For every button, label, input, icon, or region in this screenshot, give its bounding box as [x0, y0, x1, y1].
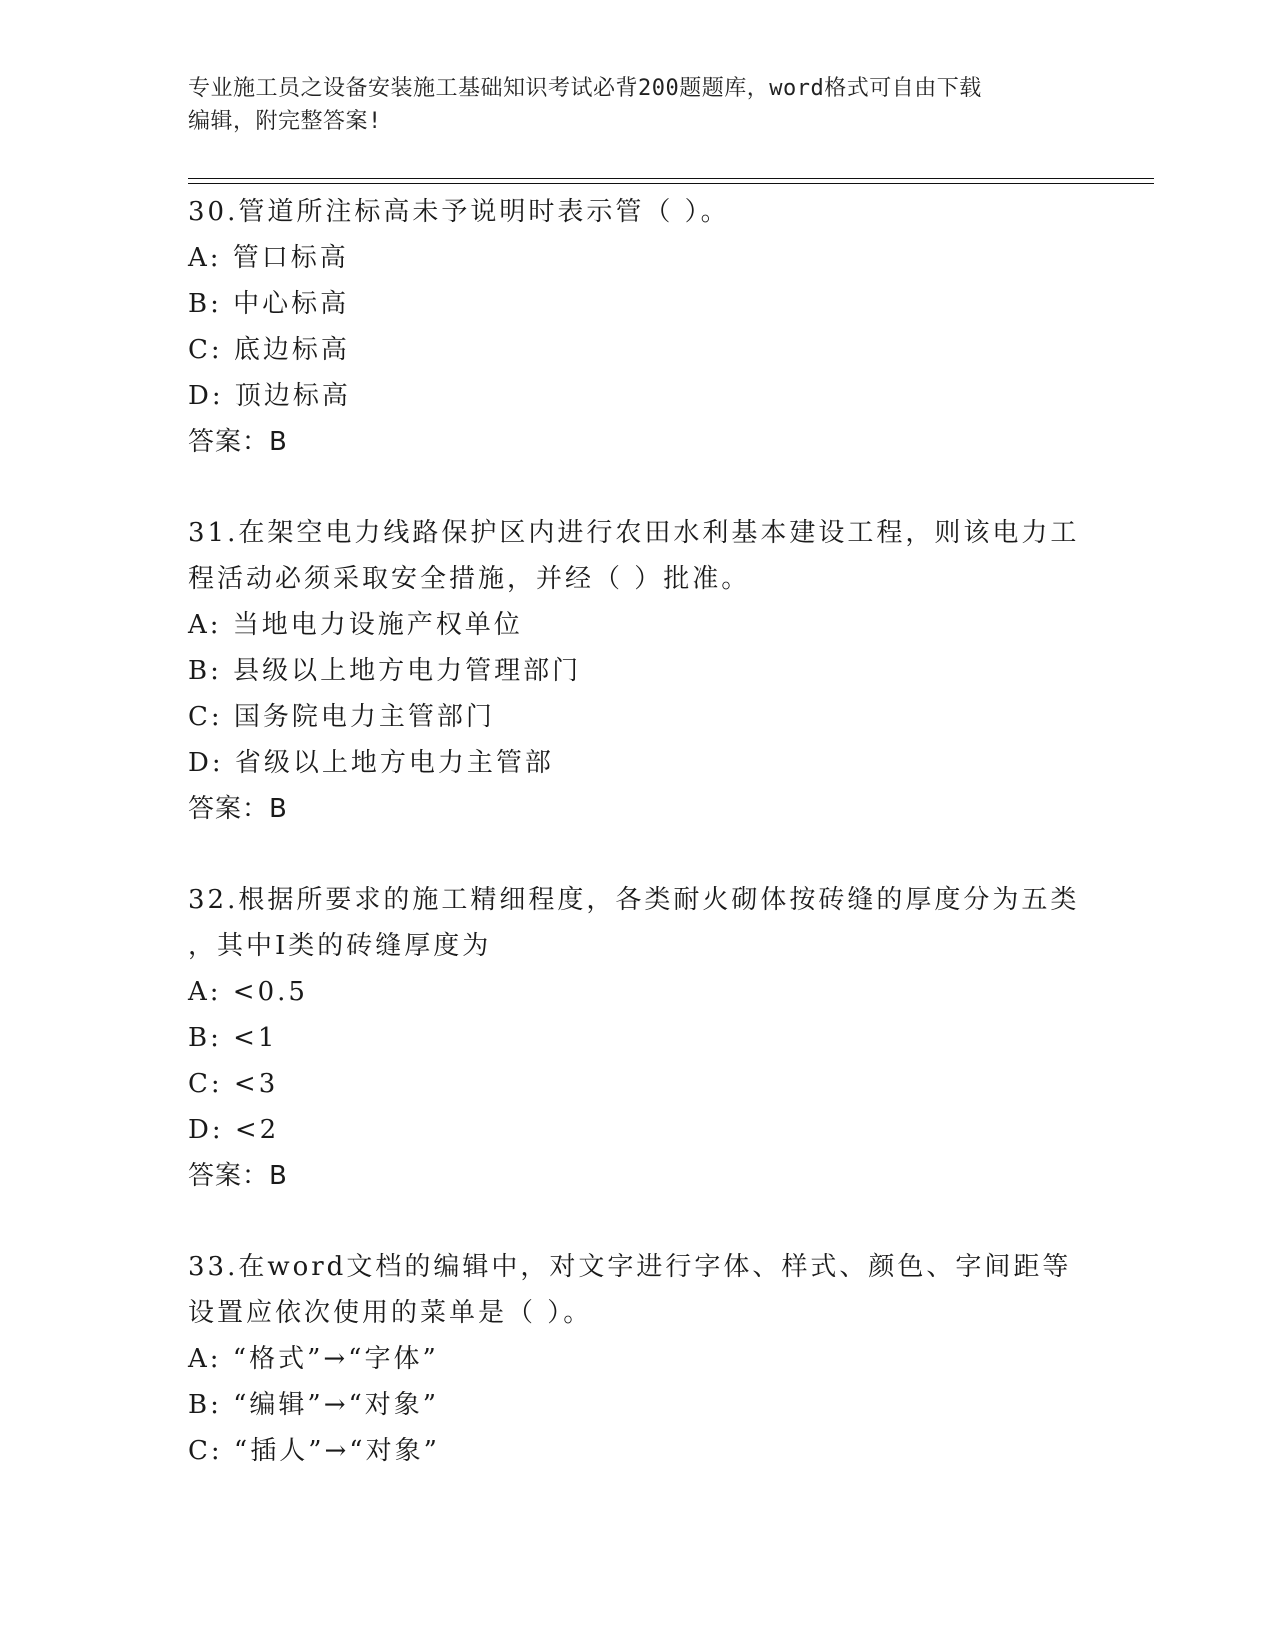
option-d: D: 省级以上地方电力主管部 — [188, 748, 554, 778]
question-32 — [188, 877, 1108, 1199]
option-d: D: 顶边标高 — [188, 381, 351, 411]
question-stem-continued: ，其中Ⅰ类的砖缝厚度为 — [188, 931, 492, 961]
question-spacer — [188, 465, 1108, 510]
option-d: D: <2 — [188, 1115, 280, 1145]
question-33 — [188, 1244, 1108, 1474]
option-c: C: 国务院电力主管部门 — [188, 702, 495, 732]
option-b: B: 中心标高 — [188, 289, 350, 319]
answer-line: 答案：B — [188, 1161, 288, 1191]
option-b: B: 县级以上地方电力管理部门 — [188, 656, 582, 686]
question-stem-continued: 设置应依次使用的菜单是（ ）。 — [188, 1298, 593, 1328]
header-line-2: 编辑，附完整答案! — [188, 109, 382, 134]
option-a: A: <0.5 — [188, 977, 308, 1007]
option-a: A: 当地电力设施产权单位 — [188, 610, 523, 640]
document-header — [188, 72, 1088, 138]
question-stem: 33.在word文档的编辑中，对文字进行字体、样式、颜色、字间距等 — [188, 1252, 1072, 1282]
question-spacer — [188, 832, 1108, 877]
option-a: A: 管口标高 — [188, 243, 349, 273]
option-c: C: <3 — [188, 1069, 279, 1099]
question-spacer — [188, 1199, 1108, 1244]
question-stem: 30.管道所注标高未予说明时表示管（ ）。 — [188, 197, 730, 227]
question-31 — [188, 510, 1108, 832]
header-divider-bottom — [188, 183, 1154, 184]
answer-line: 答案：B — [188, 427, 288, 457]
answer-line: 答案：B — [188, 794, 288, 824]
question-stem: 31.在架空电力线路保护区内进行农田水利基本建设工程，则该电力工 — [188, 518, 1080, 548]
question-list — [188, 189, 1108, 1474]
option-a: A: “格式”→“字体” — [188, 1344, 439, 1374]
option-c: C: “插人”→“对象” — [188, 1436, 440, 1466]
header-line-1: 专业施工员之设备安装施工基础知识考试必背200题题库，word格式可自由下载 — [188, 76, 982, 101]
header-divider-top — [188, 178, 1154, 179]
option-c: C: 底边标高 — [188, 335, 350, 365]
question-30 — [188, 189, 1108, 465]
option-b: B: <1 — [188, 1023, 278, 1053]
question-stem-continued: 程活动必须采取安全措施，并经（ ）批准。 — [188, 564, 751, 594]
question-stem: 32.根据所要求的施工精细程度，各类耐火砌体按砖缝的厚度分为五类 — [188, 885, 1080, 915]
option-b: B: “编辑”→“对象” — [188, 1390, 440, 1420]
